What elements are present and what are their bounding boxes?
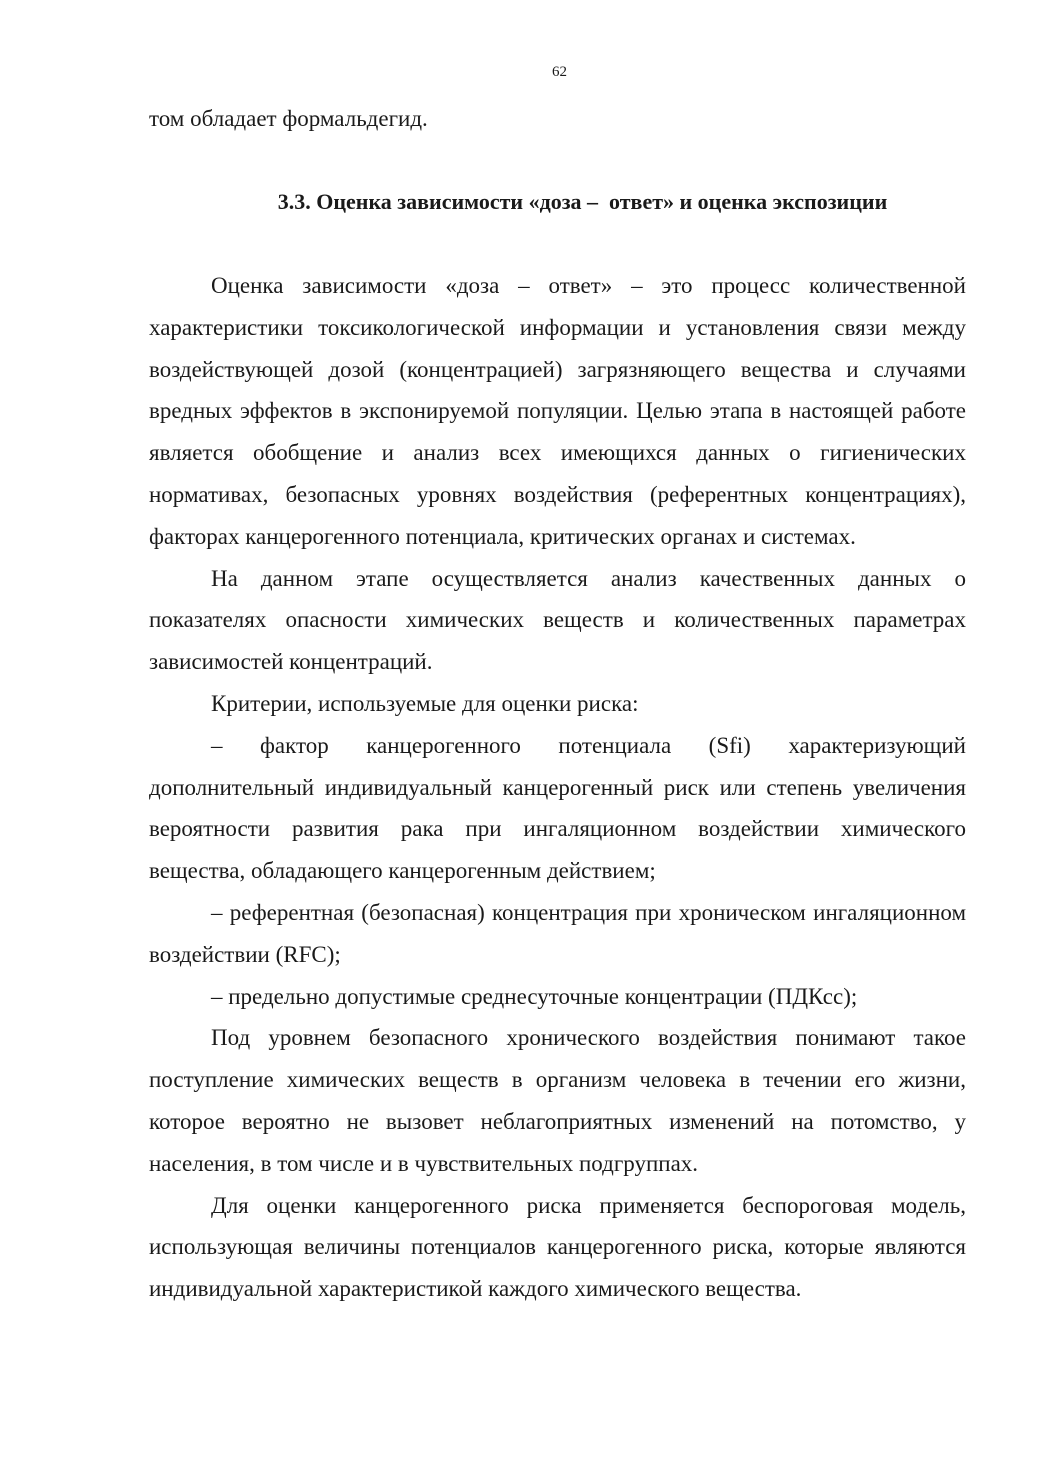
- paragraph-safe-exposure: Под уровнем безопасного хронического воздействия понимают такое поступление химических веществ в организм человека в течении его жизни, которое вероятно не вызовет неблагоприятных изменений на потомство, у населения, в том числе и в чувствительных подгруппах.: [149, 1025, 966, 1176]
- paragraph-dose-response-definition: Оценка зависимости «доза – ответ» – это процесс количественной характеристики токсикологической информации и установления связи между воздействующей дозой (концентрацией) загрязняющего вещества и случаями вредных эффектов в экспонируемой популяции. Целью этапа в настоящей работе является обобщение и анализ всех имеющихся данных о гигиенических нормативах, безопасных уровнях воздействия (референтных концентрациях), факторах канцерогенного потенциала, критических органах и системах.: [149, 273, 966, 549]
- continuation-line: том обладает формальдегид.: [149, 106, 428, 131]
- page-number: 62: [552, 64, 567, 80]
- list-item-rfc: – референтная (безопасная) концентрация при хроническом ингаляционном воздействии (RFC);: [149, 899, 966, 967]
- paragraph-carcinogenic-risk: Для оценки канцерогенного риска применяется беспороговая модель, использующая величины потенциалов канцерогенного риска, которые являются индивидуальной характеристикой каждого химического вещества.: [149, 1192, 966, 1302]
- body-text: [149, 265, 966, 1310]
- paragraph-criteria-intro: Критерии, используемые для оценки риска:: [211, 690, 639, 716]
- list-item-pdkss: – предельно допустимые среднесуточные концентрации (ПДКсс);: [211, 983, 858, 1009]
- paragraph-stage-analysis: На данном этапе осуществляется анализ качественных данных о показателях опасности химических веществ и количественных параметрах зависимостей концентраций.: [149, 565, 966, 675]
- list-item-sfi: – фактор канцерогенного потенциала (Sfi) характеризующий дополнительный индивидуальный канцерогенный риск или степень увеличения вероятности развития рака при ингаляционном воздействии химического вещества, обладающего канцерогенным действием;: [149, 732, 966, 884]
- section-heading: 3.3. Оценка зависимости «доза – ответ» и оценка экспозиции: [277, 189, 888, 214]
